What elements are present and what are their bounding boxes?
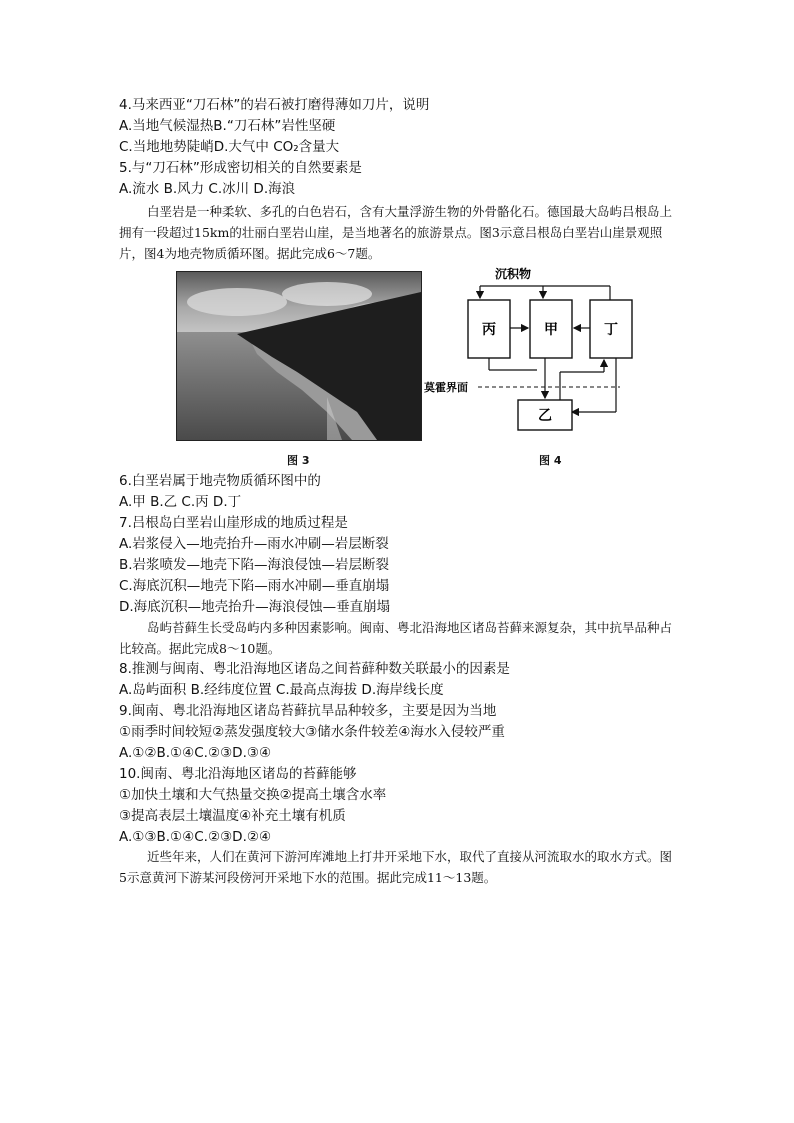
q7-option-c: C.海底沉积—地壳下陷—雨水冲刷—垂直崩塌 [119, 578, 390, 594]
q10-items-1: ①加快土壤和大气热量交换②提高土壤含水率 [119, 787, 387, 803]
rock-cycle-diagram [420, 262, 640, 440]
label-ding: 丁 [604, 322, 618, 338]
q4-options-ab: A.当地气候湿热B.“刀石林”岩性坚硬 [119, 118, 336, 134]
passage-chalk: 白垩岩是一种柔软、多孔的白色岩石，含有大量浮游生物的外骨骼化石。德国最大岛屿吕根岛上拥有一段超过15km的壮丽白垩岩山崖，是当地著名的旅游景点。图3示意吕根岛白垩岩山崖景观照片，图4为地壳物质循环图。据此完成6～7题。 [119, 204, 673, 261]
q8-options: A.岛屿面积 B.经纬度位置 C.最高点海拔 D.海岸线长度 [119, 682, 444, 698]
label-bing: 丙 [482, 322, 496, 338]
q4-stem: 4.马来西亚“刀石林”的岩石被打磨得薄如刀片，说明 [119, 97, 430, 113]
label-jia: 甲 [544, 322, 558, 338]
q7-option-d: D.海底沉积—地壳抬升—海浪侵蚀—垂直崩塌 [119, 599, 391, 615]
q5-stem: 5.与“刀石林”形成密切相关的自然要素是 [119, 160, 362, 176]
fig3-caption: 图 3 [287, 454, 310, 467]
q9-stem: 9.闽南、粤北沿海地区诸岛苔藓抗旱品种较多，主要是因为当地 [119, 703, 497, 719]
q10-options: A.①③B.①④C.②③D.②④ [119, 829, 272, 845]
q9-items: ①雨季时间较短②蒸发强度较大③储水条件较差④海水入侵较严重 [119, 724, 505, 740]
q10-items-2: ③提高表层土壤温度④补充土壤有机质 [119, 808, 346, 824]
q7-stem: 7.吕根岛白垩岩山崖形成的地质过程是 [119, 515, 348, 531]
cliff-photo-drawing [177, 272, 421, 440]
passage-yellow-river: 近些年来，人们在黄河下游河库滩地上打井开采地下水，取代了直接从河流取水的取水方式。图5示意黄河下游某河段傍河开采地下水的范围。据此完成11～13题。 [119, 849, 673, 885]
q5-options: A.流水 B.风力 C.冰川 D.海浪 [119, 181, 296, 197]
rock-cycle-svg [420, 262, 640, 440]
q6-stem: 6.白垩岩属于地壳物质循环图中的 [119, 473, 321, 489]
q7-option-b: B.岩浆喷发—地壳下陷—海浪侵蚀—岩层断裂 [119, 557, 390, 573]
passage-moss: 岛屿苔藓生长受岛屿内多种因素影响。闽南、粤北沿海地区诸岛苔藓来源复杂，其中抗旱品种占比较高。据此完成8～10题。 [119, 620, 673, 656]
chalk-cliff-photo [176, 271, 422, 441]
q8-stem: 8.推测与闽南、粤北沿海地区诸岛之间苔藓种数关联最小的因素是 [119, 661, 510, 677]
q9-options: A.①②B.①④C.②③D.③④ [119, 745, 272, 761]
label-moho: 莫霍界面 [424, 381, 468, 394]
label-sediment: 沉积物 [495, 267, 532, 281]
q10-stem: 10.闽南、粤北沿海地区诸岛的苔藓能够 [119, 766, 357, 782]
q7-option-a: A.岩浆侵入—地壳抬升—雨水冲刷—岩层断裂 [119, 536, 389, 552]
label-yi: 乙 [538, 408, 552, 424]
q6-options: A.甲 B.乙 C.丙 D.丁 [119, 494, 242, 510]
fig4-caption: 图 4 [539, 454, 562, 467]
q4-options-cd: C.当地地势陡峭D.大气中 CO₂含量大 [119, 139, 340, 155]
